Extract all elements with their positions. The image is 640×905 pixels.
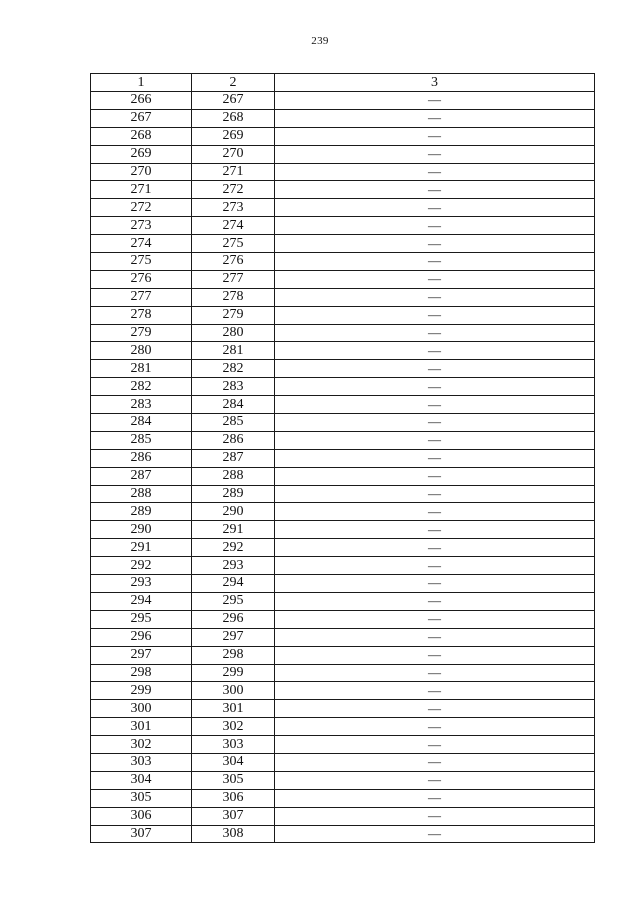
table-cell-col-3: — — [275, 771, 595, 789]
table-cell-col-2: 295 — [192, 592, 275, 610]
table-row — [91, 92, 595, 110]
table-row — [91, 235, 595, 253]
table-cell-col-1: 307 — [91, 825, 192, 843]
table-cell-col-1: 299 — [91, 682, 192, 700]
table-cell-col-3: — — [275, 539, 595, 557]
table-cell-col-2: 298 — [192, 646, 275, 664]
table-cell-col-1: 269 — [91, 145, 192, 163]
table-row — [91, 109, 595, 127]
data-table — [90, 73, 595, 843]
table-cell-col-1: 280 — [91, 342, 192, 360]
table-row — [91, 324, 595, 342]
table-cell-col-3: — — [275, 736, 595, 754]
table-cell-col-3: — — [275, 306, 595, 324]
table-cell-col-3: — — [275, 253, 595, 271]
table-cell-col-1: 267 — [91, 109, 192, 127]
table-cell-col-1: 275 — [91, 253, 192, 271]
column-header-1: 1 — [91, 74, 192, 92]
table-cell-col-3: — — [275, 503, 595, 521]
table-cell-col-3: — — [275, 664, 595, 682]
table-cell-col-1: 288 — [91, 485, 192, 503]
table-cell-col-1: 303 — [91, 753, 192, 771]
table-row — [91, 789, 595, 807]
table-cell-col-3: — — [275, 628, 595, 646]
table-row — [91, 217, 595, 235]
table-cell-col-2: 290 — [192, 503, 275, 521]
table-cell-col-1: 304 — [91, 771, 192, 789]
table-cell-col-1: 282 — [91, 378, 192, 396]
table-cell-col-2: 294 — [192, 575, 275, 593]
table-cell-col-3: — — [275, 789, 595, 807]
table-cell-col-1: 297 — [91, 646, 192, 664]
table-cell-col-1: 283 — [91, 396, 192, 414]
table-cell-col-3: — — [275, 288, 595, 306]
table-cell-col-3: — — [275, 181, 595, 199]
table-cell-col-1: 292 — [91, 557, 192, 575]
table-cell-col-1: 298 — [91, 664, 192, 682]
table-cell-col-2: 267 — [192, 92, 275, 110]
table-cell-col-2: 270 — [192, 145, 275, 163]
table-row — [91, 360, 595, 378]
table-cell-col-2: 274 — [192, 217, 275, 235]
table-cell-col-3: — — [275, 163, 595, 181]
table-cell-col-2: 305 — [192, 771, 275, 789]
table-cell-col-3: — — [275, 414, 595, 432]
table-cell-col-2: 285 — [192, 414, 275, 432]
table-row — [91, 306, 595, 324]
table-cell-col-2: 303 — [192, 736, 275, 754]
table-cell-col-1: 301 — [91, 718, 192, 736]
table-row — [91, 575, 595, 593]
table-header-row — [91, 74, 595, 92]
table-cell-col-3: — — [275, 145, 595, 163]
table-cell-col-1: 306 — [91, 807, 192, 825]
table-cell-col-1: 273 — [91, 217, 192, 235]
table-cell-col-3: — — [275, 360, 595, 378]
table-row — [91, 736, 595, 754]
table-cell-col-3: — — [275, 700, 595, 718]
table-cell-col-1: 285 — [91, 431, 192, 449]
table-cell-col-3: — — [275, 235, 595, 253]
table-cell-col-3: — — [275, 682, 595, 700]
table-row — [91, 253, 595, 271]
table-cell-col-3: — — [275, 92, 595, 110]
table-row — [91, 646, 595, 664]
table-row — [91, 288, 595, 306]
table-cell-col-3: — — [275, 521, 595, 539]
table-cell-col-2: 287 — [192, 449, 275, 467]
table-cell-col-2: 283 — [192, 378, 275, 396]
table-row — [91, 449, 595, 467]
table-cell-col-1: 281 — [91, 360, 192, 378]
table-cell-col-3: — — [275, 592, 595, 610]
table-cell-col-1: 295 — [91, 610, 192, 628]
table-cell-col-3: — — [275, 127, 595, 145]
table-row — [91, 163, 595, 181]
table-row — [91, 682, 595, 700]
table-cell-col-2: 304 — [192, 753, 275, 771]
table-cell-col-3: — — [275, 396, 595, 414]
table-cell-col-2: 286 — [192, 431, 275, 449]
table-cell-col-1: 271 — [91, 181, 192, 199]
table-row — [91, 610, 595, 628]
table-cell-col-3: — — [275, 324, 595, 342]
table-cell-col-1: 279 — [91, 324, 192, 342]
table-row — [91, 378, 595, 396]
table-cell-col-3: — — [275, 807, 595, 825]
table-cell-col-2: 284 — [192, 396, 275, 414]
table-cell-col-2: 271 — [192, 163, 275, 181]
table-row — [91, 664, 595, 682]
table-row — [91, 270, 595, 288]
table-cell-col-2: 278 — [192, 288, 275, 306]
table-cell-col-3: — — [275, 431, 595, 449]
table-cell-col-3: — — [275, 718, 595, 736]
table-cell-col-2: 293 — [192, 557, 275, 575]
table-cell-col-1: 278 — [91, 306, 192, 324]
table-cell-col-2: 299 — [192, 664, 275, 682]
table-cell-col-3: — — [275, 342, 595, 360]
table-cell-col-2: 288 — [192, 467, 275, 485]
table-cell-col-1: 286 — [91, 449, 192, 467]
table-cell-col-3: — — [275, 109, 595, 127]
table-row — [91, 521, 595, 539]
table-row — [91, 199, 595, 217]
column-header-3: 3 — [275, 74, 595, 92]
table-cell-col-2: 289 — [192, 485, 275, 503]
table-cell-col-2: 292 — [192, 539, 275, 557]
table-cell-col-1: 293 — [91, 575, 192, 593]
table-cell-col-1: 290 — [91, 521, 192, 539]
table-cell-col-2: 291 — [192, 521, 275, 539]
table-cell-col-1: 272 — [91, 199, 192, 217]
table-row — [91, 807, 595, 825]
table-cell-col-3: — — [275, 378, 595, 396]
table-row — [91, 628, 595, 646]
table-row — [91, 825, 595, 843]
table-cell-col-2: 281 — [192, 342, 275, 360]
table-cell-col-3: — — [275, 485, 595, 503]
table-cell-col-2: 301 — [192, 700, 275, 718]
table-cell-col-2: 308 — [192, 825, 275, 843]
table-row — [91, 503, 595, 521]
column-header-2: 2 — [192, 74, 275, 92]
table-cell-col-3: — — [275, 557, 595, 575]
table-row — [91, 127, 595, 145]
table-cell-col-3: — — [275, 449, 595, 467]
table-cell-col-1: 291 — [91, 539, 192, 557]
table-cell-col-2: 277 — [192, 270, 275, 288]
table-cell-col-2: 296 — [192, 610, 275, 628]
table-cell-col-1: 268 — [91, 127, 192, 145]
table-row — [91, 718, 595, 736]
table-cell-col-2: 306 — [192, 789, 275, 807]
table-row — [91, 145, 595, 163]
table-row — [91, 539, 595, 557]
table-cell-col-2: 302 — [192, 718, 275, 736]
table-cell-col-2: 300 — [192, 682, 275, 700]
table-cell-col-1: 266 — [91, 92, 192, 110]
table-cell-col-3: — — [275, 199, 595, 217]
table-cell-col-3: — — [275, 753, 595, 771]
table-row — [91, 414, 595, 432]
page-number: 239 — [311, 35, 329, 47]
table-cell-col-2: 276 — [192, 253, 275, 271]
table-cell-col-1: 277 — [91, 288, 192, 306]
table-row — [91, 557, 595, 575]
table-cell-col-3: — — [275, 467, 595, 485]
table-cell-col-1: 276 — [91, 270, 192, 288]
table-row — [91, 700, 595, 718]
table-cell-col-1: 287 — [91, 467, 192, 485]
table-row — [91, 592, 595, 610]
table-cell-col-2: 307 — [192, 807, 275, 825]
table-cell-col-3: — — [275, 575, 595, 593]
table-cell-col-3: — — [275, 825, 595, 843]
table-row — [91, 753, 595, 771]
table-row — [91, 431, 595, 449]
table-body — [91, 92, 595, 843]
table-cell-col-1: 305 — [91, 789, 192, 807]
table-cell-col-1: 284 — [91, 414, 192, 432]
table-row — [91, 342, 595, 360]
table-cell-col-2: 269 — [192, 127, 275, 145]
table-row — [91, 181, 595, 199]
table-cell-col-2: 273 — [192, 199, 275, 217]
table-cell-col-2: 280 — [192, 324, 275, 342]
table-cell-col-1: 302 — [91, 736, 192, 754]
table-cell-col-2: 282 — [192, 360, 275, 378]
table-row — [91, 467, 595, 485]
table-cell-col-3: — — [275, 646, 595, 664]
table-cell-col-2: 268 — [192, 109, 275, 127]
table-cell-col-1: 270 — [91, 163, 192, 181]
table-cell-col-1: 300 — [91, 700, 192, 718]
table-cell-col-3: — — [275, 610, 595, 628]
table-cell-col-1: 294 — [91, 592, 192, 610]
table-cell-col-2: 275 — [192, 235, 275, 253]
table-row — [91, 485, 595, 503]
table-cell-col-1: 296 — [91, 628, 192, 646]
table-cell-col-2: 272 — [192, 181, 275, 199]
table-cell-col-1: 289 — [91, 503, 192, 521]
table-cell-col-2: 279 — [192, 306, 275, 324]
table-row — [91, 396, 595, 414]
table-row — [91, 771, 595, 789]
table-cell-col-3: — — [275, 270, 595, 288]
table-cell-col-2: 297 — [192, 628, 275, 646]
table-cell-col-1: 274 — [91, 235, 192, 253]
table-cell-col-3: — — [275, 217, 595, 235]
